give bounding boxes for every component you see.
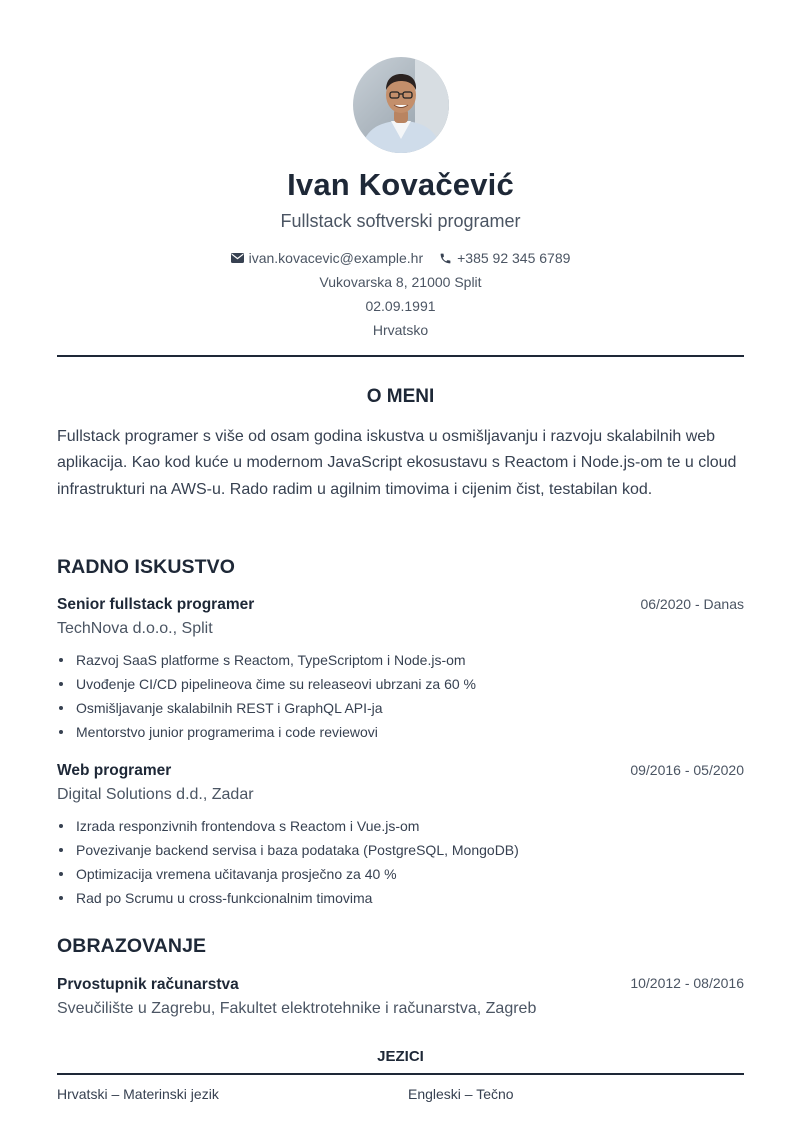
contact-line xyxy=(57,250,744,266)
language-item: Hrvatski – Materinski jezik xyxy=(57,1086,219,1102)
phone-icon xyxy=(439,252,452,265)
address: Vukovarska 8, 21000 Split xyxy=(319,274,482,290)
full-name: Ivan Kovačević xyxy=(287,167,514,202)
list-item: Uvođenje CI/CD pipelineova čime su releaseovi ubrzani za 60 % xyxy=(57,672,476,696)
about-text: Fullstack programer s više od osam godina iskustva u osmišljavanju i razvoju skalabilnih web aplikacija. Kao kod kuće u modernom JavaScript ekosustavu s Reactom i Node.js-om te u cloud infrastrukturi na AWS-u. Rado radim u agilnim timovima i cijenim čist, testabilan kod. xyxy=(57,428,737,498)
email-contact[interactable] xyxy=(231,250,424,266)
job-subtitle: Fullstack softverski programer xyxy=(280,211,521,231)
job-date: 06/2020 - Danas xyxy=(640,596,744,612)
experience-heading: RADNO ISKUSTVO xyxy=(57,556,235,578)
education-date: 10/2012 - 08/2016 xyxy=(630,975,744,991)
job-company: TechNova d.o.o., Split xyxy=(57,620,213,637)
degree-title: Prvostupnik računarstva xyxy=(57,976,239,993)
list-item: Izrada responzivnih frontendova s Reactom i Vue.js-om xyxy=(57,814,519,838)
resume-page xyxy=(57,0,744,1131)
about-heading: O MENI xyxy=(366,386,435,407)
list-item: Povezivanje backend servisa i baza podataka (PostgreSQL, MongoDB) xyxy=(57,838,519,862)
header-divider xyxy=(57,355,744,357)
phone-text: +385 92 345 6789 xyxy=(457,250,571,266)
school-name: Sveučilište u Zagrebu, Fakultet elektrotehnike i računarstva, Zagreb xyxy=(57,1000,537,1017)
birthdate: 02.09.1991 xyxy=(365,298,436,314)
list-item: Optimizacija vremena učitavanja prosječno za 40 % xyxy=(57,862,519,886)
list-item: Mentorstvo junior programerima i code reviewovi xyxy=(57,720,476,744)
job-title: Web programer xyxy=(57,762,172,779)
list-item: Rad po Scrumu u cross-funkcionalnim timovima xyxy=(57,886,519,910)
job-title: Senior fullstack programer xyxy=(57,596,255,613)
list-item: Razvoj SaaS platforme s Reactom, TypeScriptom i Node.js-om xyxy=(57,648,476,672)
language-item: Engleski – Tečno xyxy=(408,1086,514,1102)
envelope-icon xyxy=(231,253,244,263)
profile-photo xyxy=(353,57,449,153)
phone-contact[interactable] xyxy=(439,250,570,266)
job-bullets xyxy=(57,814,519,910)
email-text: ivan.kovacevic@example.hr xyxy=(248,250,424,266)
country: Hrvatsko xyxy=(372,322,429,338)
education-heading: OBRAZOVANJE xyxy=(57,935,207,957)
job-company: Digital Solutions d.d., Zadar xyxy=(57,786,254,803)
languages-divider xyxy=(57,1073,744,1075)
languages-heading: JEZICI xyxy=(377,1048,424,1065)
list-item: Osmišljavanje skalabilnih REST i GraphQL API-ja xyxy=(57,696,476,720)
job-date: 09/2016 - 05/2020 xyxy=(630,762,744,778)
job-bullets xyxy=(57,648,476,744)
